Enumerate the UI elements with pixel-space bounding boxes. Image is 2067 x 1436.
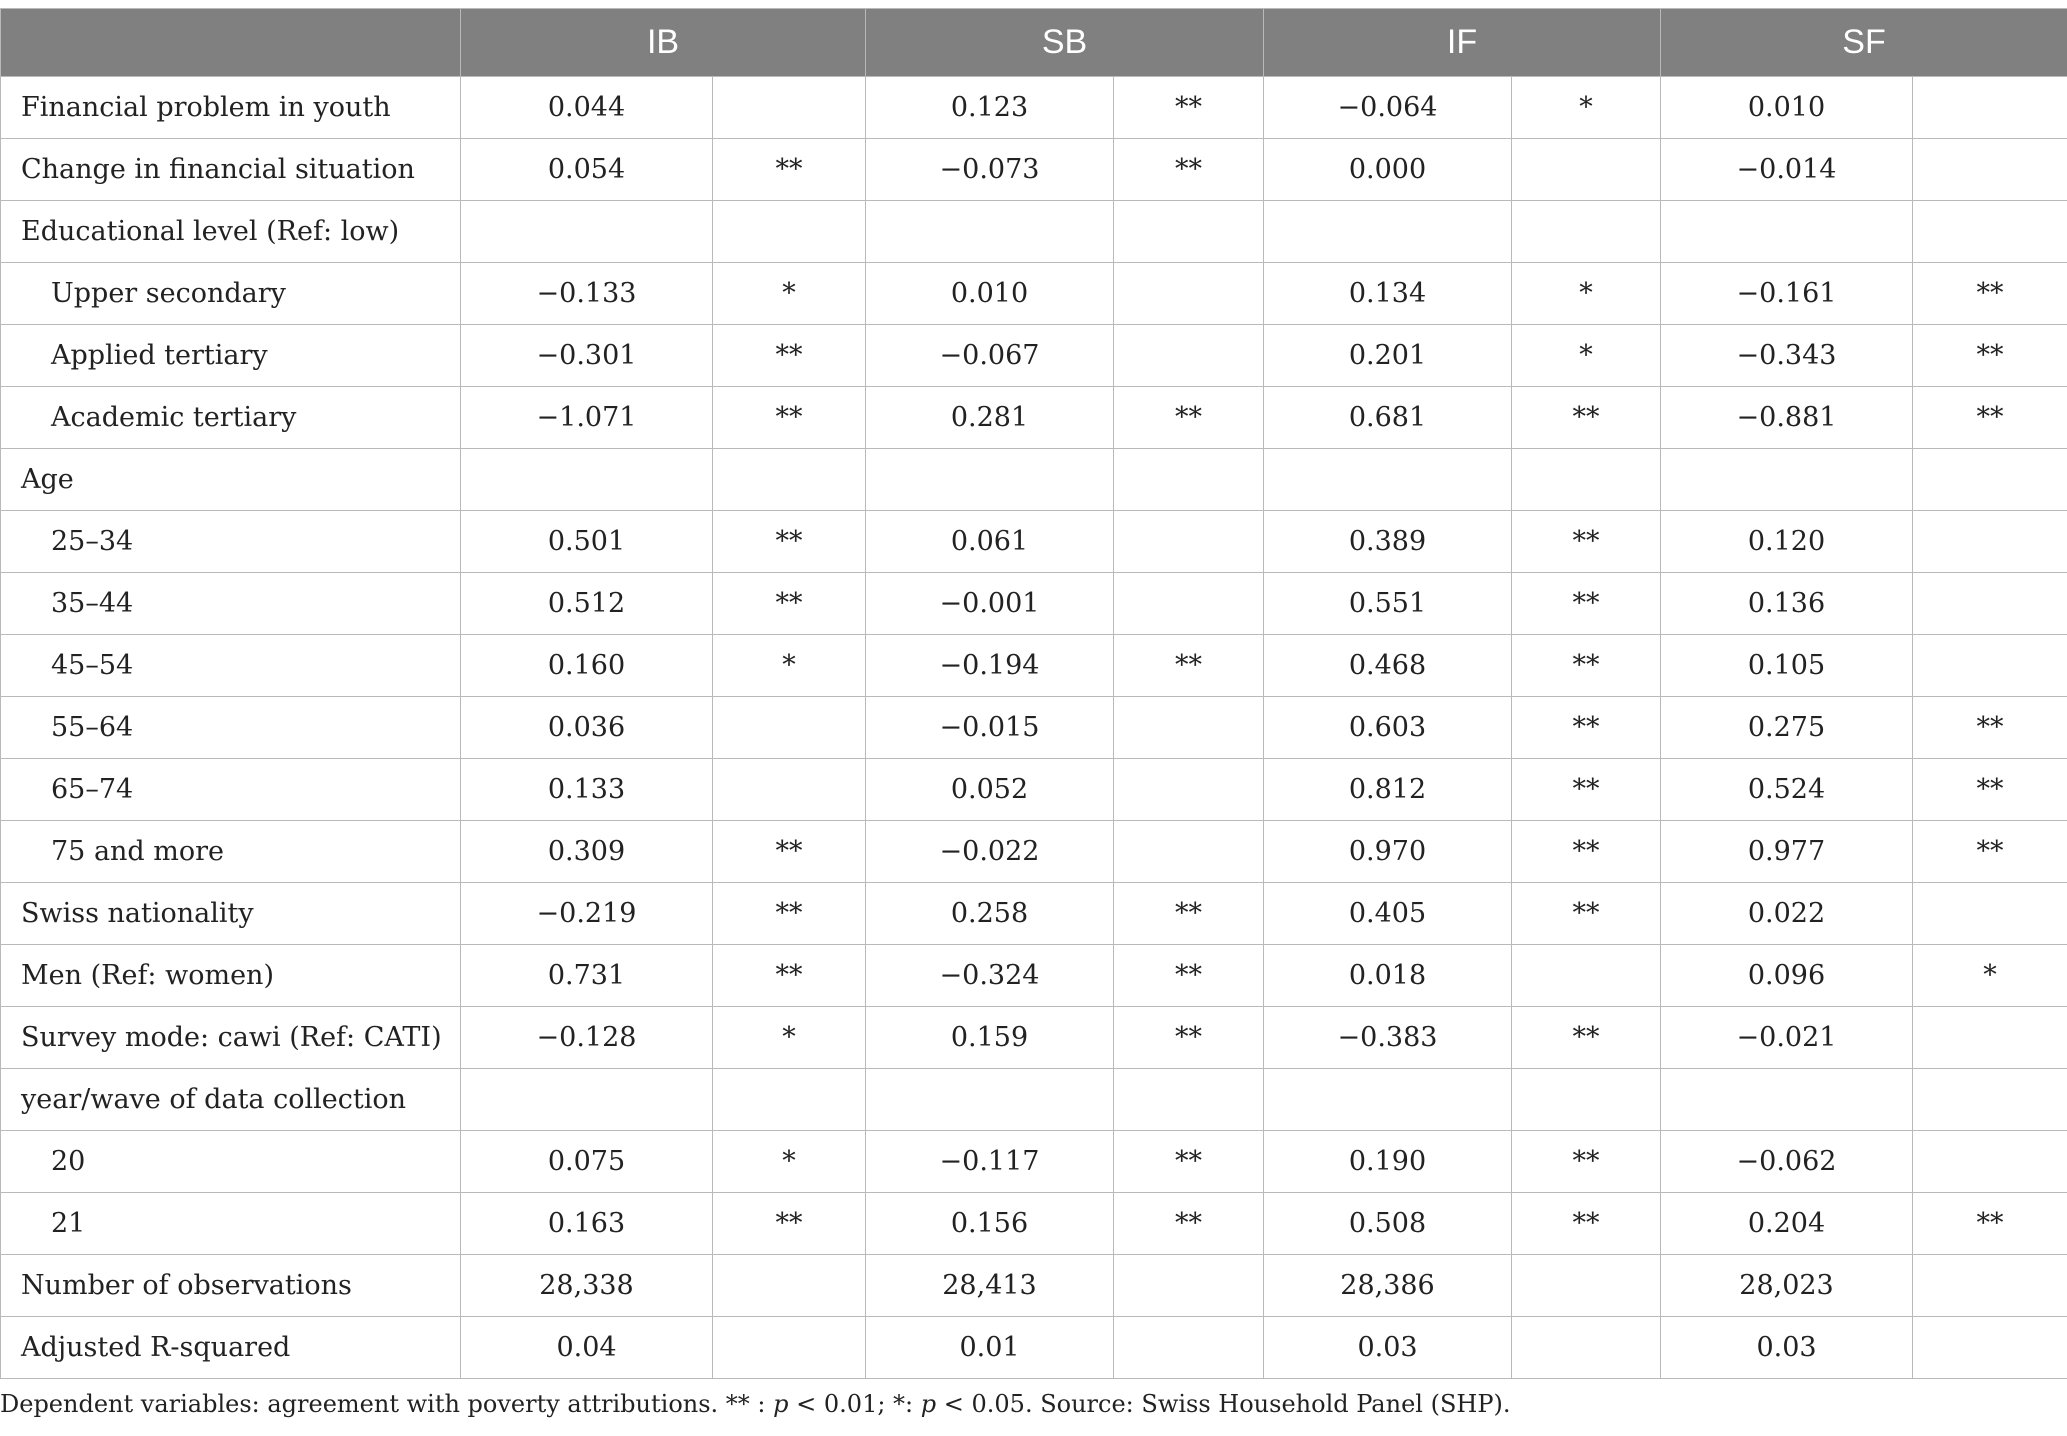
sb-sig-cell: ** — [1114, 1131, 1264, 1193]
if-value-cell: 0.551 — [1264, 573, 1512, 635]
if-sig-cell: ** — [1512, 1131, 1661, 1193]
sb-sig-cell — [1114, 449, 1264, 511]
if-value-cell — [1264, 1069, 1512, 1131]
ib-value-cell: 0.044 — [461, 77, 713, 139]
row-label: 21 — [1, 1193, 461, 1255]
sb-sig-cell — [1114, 325, 1264, 387]
sb-value-cell: 0.01 — [866, 1317, 1114, 1379]
sb-value-cell: 0.159 — [866, 1007, 1114, 1069]
if-sig-cell: ** — [1512, 511, 1661, 573]
table-row — [1, 1131, 2067, 1193]
sb-sig-cell — [1114, 821, 1264, 883]
if-value-cell: 0.681 — [1264, 387, 1512, 449]
sf-sig-cell: * — [1913, 945, 2067, 1007]
if-sig-cell: * — [1512, 77, 1661, 139]
table-row — [1, 263, 2067, 325]
row-label: 55–64 — [1, 697, 461, 759]
if-sig-cell: ** — [1512, 573, 1661, 635]
row-label: year/wave of data collection — [1, 1069, 461, 1131]
ib-value-cell: 0.309 — [461, 821, 713, 883]
if-value-cell: 0.508 — [1264, 1193, 1512, 1255]
sb-sig-cell: ** — [1114, 387, 1264, 449]
ib-value-cell: 0.512 — [461, 573, 713, 635]
sb-sig-cell: ** — [1114, 1193, 1264, 1255]
sf-value-cell: 0.105 — [1661, 635, 1913, 697]
sf-value-cell: −0.161 — [1661, 263, 1913, 325]
row-label: 75 and more — [1, 821, 461, 883]
row-label: Change in financial situation — [1, 139, 461, 201]
if-sig-cell — [1512, 139, 1661, 201]
if-sig-cell: ** — [1512, 697, 1661, 759]
if-sig-cell — [1512, 1317, 1661, 1379]
row-label: Adjusted R-squared — [1, 1317, 461, 1379]
ib-sig-cell: ** — [713, 139, 866, 201]
if-value-cell: 0.603 — [1264, 697, 1512, 759]
sf-sig-cell: ** — [1913, 263, 2067, 325]
table-row — [1, 1193, 2067, 1255]
header-empty — [1, 9, 461, 77]
table-row — [1, 201, 2067, 263]
if-sig-cell — [1512, 945, 1661, 1007]
if-sig-cell — [1512, 449, 1661, 511]
ib-sig-cell: ** — [713, 573, 866, 635]
sb-sig-cell: ** — [1114, 945, 1264, 1007]
if-value-cell: 0.468 — [1264, 635, 1512, 697]
sb-value-cell: −0.022 — [866, 821, 1114, 883]
sf-value-cell: −0.343 — [1661, 325, 1913, 387]
ib-sig-cell — [713, 697, 866, 759]
sf-value-cell: 0.120 — [1661, 511, 1913, 573]
sb-value-cell: −0.073 — [866, 139, 1114, 201]
row-label: Upper secondary — [1, 263, 461, 325]
sf-value-cell: 28,023 — [1661, 1255, 1913, 1317]
if-value-cell: 0.190 — [1264, 1131, 1512, 1193]
if-value-cell: 0.03 — [1264, 1317, 1512, 1379]
sf-sig-cell — [1913, 1255, 2067, 1317]
sb-sig-cell — [1114, 263, 1264, 325]
footnote-text-3: < 0.05. Source: Swiss Household Panel (SHP). — [936, 1390, 1511, 1418]
if-sig-cell: ** — [1512, 635, 1661, 697]
sb-value-cell: 0.123 — [866, 77, 1114, 139]
row-label: 20 — [1, 1131, 461, 1193]
footnote-text-2: < 0.01; *: — [788, 1390, 921, 1418]
sb-value-cell: −0.194 — [866, 635, 1114, 697]
sf-sig-cell — [1913, 511, 2067, 573]
if-value-cell: 0.201 — [1264, 325, 1512, 387]
table-row — [1, 697, 2067, 759]
table-row — [1, 325, 2067, 387]
sf-sig-cell — [1913, 1007, 2067, 1069]
sf-value-cell: 0.010 — [1661, 77, 1913, 139]
sf-value-cell: 0.524 — [1661, 759, 1913, 821]
sf-value-cell — [1661, 449, 1913, 511]
table-row — [1, 511, 2067, 573]
sf-sig-cell — [1913, 883, 2067, 945]
header-sf: SF — [1661, 9, 2067, 77]
ib-sig-cell — [713, 759, 866, 821]
if-sig-cell: * — [1512, 325, 1661, 387]
sb-value-cell: 0.061 — [866, 511, 1114, 573]
ib-sig-cell: ** — [713, 325, 866, 387]
table-row — [1, 759, 2067, 821]
sf-sig-cell — [1913, 201, 2067, 263]
if-sig-cell: ** — [1512, 1007, 1661, 1069]
sf-sig-cell — [1913, 1069, 2067, 1131]
table-row — [1, 387, 2067, 449]
sb-value-cell — [866, 1069, 1114, 1131]
sb-sig-cell: ** — [1114, 1007, 1264, 1069]
sb-sig-cell: ** — [1114, 139, 1264, 201]
if-value-cell: 0.000 — [1264, 139, 1512, 201]
regression-table — [0, 8, 2067, 1379]
ib-sig-cell — [713, 1255, 866, 1317]
ib-sig-cell — [713, 77, 866, 139]
if-sig-cell — [1512, 1255, 1661, 1317]
if-value-cell: 0.389 — [1264, 511, 1512, 573]
sf-sig-cell — [1913, 635, 2067, 697]
ib-value-cell: 0.075 — [461, 1131, 713, 1193]
if-value-cell: 0.405 — [1264, 883, 1512, 945]
sf-value-cell: 0.022 — [1661, 883, 1913, 945]
sf-sig-cell — [1913, 449, 2067, 511]
ib-value-cell: 0.501 — [461, 511, 713, 573]
sb-sig-cell — [1114, 759, 1264, 821]
sb-value-cell: 0.156 — [866, 1193, 1114, 1255]
sb-value-cell — [866, 201, 1114, 263]
table-footnote — [0, 1390, 1510, 1418]
table-header-row — [1, 9, 2067, 77]
if-sig-cell: ** — [1512, 1193, 1661, 1255]
sf-sig-cell — [1913, 1131, 2067, 1193]
sf-value-cell: −0.021 — [1661, 1007, 1913, 1069]
header-ib: IB — [461, 9, 866, 77]
if-sig-cell: ** — [1512, 883, 1661, 945]
sf-sig-cell: ** — [1913, 325, 2067, 387]
ib-value-cell — [461, 449, 713, 511]
sb-value-cell — [866, 449, 1114, 511]
sb-value-cell: 0.010 — [866, 263, 1114, 325]
ib-sig-cell — [713, 1317, 866, 1379]
row-label: 35–44 — [1, 573, 461, 635]
if-sig-cell — [1512, 201, 1661, 263]
row-label: 25–34 — [1, 511, 461, 573]
sb-sig-cell — [1114, 697, 1264, 759]
ib-sig-cell — [713, 449, 866, 511]
table-row — [1, 945, 2067, 1007]
row-label: Survey mode: cawi (Ref: CATI) — [1, 1007, 461, 1069]
sf-sig-cell — [1913, 77, 2067, 139]
ib-sig-cell: * — [713, 263, 866, 325]
sb-sig-cell: ** — [1114, 77, 1264, 139]
ib-sig-cell: ** — [713, 945, 866, 1007]
header-if: IF — [1264, 9, 1661, 77]
ib-value-cell: 0.163 — [461, 1193, 713, 1255]
ib-sig-cell: * — [713, 635, 866, 697]
row-label: Men (Ref: women) — [1, 945, 461, 1007]
row-label: 65–74 — [1, 759, 461, 821]
sf-sig-cell — [1913, 139, 2067, 201]
table-row — [1, 1317, 2067, 1379]
sb-value-cell: 0.258 — [866, 883, 1114, 945]
header-sb: SB — [866, 9, 1264, 77]
sf-value-cell: 0.096 — [1661, 945, 1913, 1007]
table-row — [1, 1255, 2067, 1317]
if-value-cell: 0.018 — [1264, 945, 1512, 1007]
row-label: Financial problem in youth — [1, 77, 461, 139]
ib-sig-cell: * — [713, 1131, 866, 1193]
if-value-cell: 0.812 — [1264, 759, 1512, 821]
row-label: Educational level (Ref: low) — [1, 201, 461, 263]
sb-sig-cell — [1114, 1255, 1264, 1317]
sf-sig-cell: ** — [1913, 821, 2067, 883]
sb-value-cell: −0.067 — [866, 325, 1114, 387]
table-row — [1, 1007, 2067, 1069]
sb-value-cell: −0.001 — [866, 573, 1114, 635]
if-sig-cell: ** — [1512, 387, 1661, 449]
ib-value-cell: 28,338 — [461, 1255, 713, 1317]
row-label: Applied tertiary — [1, 325, 461, 387]
sf-value-cell: 0.977 — [1661, 821, 1913, 883]
sb-value-cell: 0.052 — [866, 759, 1114, 821]
sb-sig-cell — [1114, 573, 1264, 635]
table-row — [1, 635, 2067, 697]
if-value-cell: 0.134 — [1264, 263, 1512, 325]
table-row — [1, 77, 2067, 139]
ib-value-cell: 0.054 — [461, 139, 713, 201]
if-value-cell — [1264, 201, 1512, 263]
sf-sig-cell: ** — [1913, 1193, 2067, 1255]
if-value-cell — [1264, 449, 1512, 511]
sf-value-cell: 0.03 — [1661, 1317, 1913, 1379]
sf-value-cell: 0.204 — [1661, 1193, 1913, 1255]
row-label: Age — [1, 449, 461, 511]
ib-sig-cell — [713, 201, 866, 263]
sb-value-cell: −0.117 — [866, 1131, 1114, 1193]
sb-sig-cell — [1114, 201, 1264, 263]
table-row — [1, 1069, 2067, 1131]
sf-sig-cell: ** — [1913, 759, 2067, 821]
sb-sig-cell — [1114, 511, 1264, 573]
if-value-cell: −0.064 — [1264, 77, 1512, 139]
sf-sig-cell — [1913, 573, 2067, 635]
table-body — [1, 77, 2067, 1379]
row-label: Academic tertiary — [1, 387, 461, 449]
ib-sig-cell: ** — [713, 511, 866, 573]
sb-value-cell: −0.324 — [866, 945, 1114, 1007]
ib-value-cell: −0.128 — [461, 1007, 713, 1069]
row-label: Swiss nationality — [1, 883, 461, 945]
ib-value-cell: −0.133 — [461, 263, 713, 325]
sb-value-cell: 0.281 — [866, 387, 1114, 449]
ib-value-cell: 0.160 — [461, 635, 713, 697]
table-row — [1, 573, 2067, 635]
if-sig-cell: ** — [1512, 821, 1661, 883]
row-label: 45–54 — [1, 635, 461, 697]
footnote-p-symbol-2: p — [920, 1390, 937, 1418]
sb-sig-cell — [1114, 1069, 1264, 1131]
table-row — [1, 449, 2067, 511]
footnote-p-symbol-1: p — [773, 1390, 789, 1418]
sf-value-cell: 0.275 — [1661, 697, 1913, 759]
table-row — [1, 821, 2067, 883]
sf-value-cell: −0.014 — [1661, 139, 1913, 201]
ib-value-cell: 0.133 — [461, 759, 713, 821]
ib-value-cell — [461, 1069, 713, 1131]
sf-sig-cell — [1913, 1317, 2067, 1379]
ib-value-cell: 0.04 — [461, 1317, 713, 1379]
ib-sig-cell: ** — [713, 387, 866, 449]
ib-sig-cell: ** — [713, 1193, 866, 1255]
footnote-text-1: Dependent variables: agreement with poverty attributions. ** : — [0, 1390, 774, 1418]
regression-table-container — [0, 8, 2067, 1379]
if-sig-cell: * — [1512, 263, 1661, 325]
sf-value-cell: 0.136 — [1661, 573, 1913, 635]
table-row — [1, 139, 2067, 201]
if-value-cell: 28,386 — [1264, 1255, 1512, 1317]
ib-sig-cell: ** — [713, 883, 866, 945]
sb-sig-cell — [1114, 1317, 1264, 1379]
if-sig-cell: ** — [1512, 759, 1661, 821]
sb-sig-cell: ** — [1114, 635, 1264, 697]
ib-sig-cell: ** — [713, 821, 866, 883]
ib-value-cell: 0.731 — [461, 945, 713, 1007]
sb-sig-cell: ** — [1114, 883, 1264, 945]
if-sig-cell — [1512, 1069, 1661, 1131]
if-value-cell: −0.383 — [1264, 1007, 1512, 1069]
sf-value-cell: −0.881 — [1661, 387, 1913, 449]
sf-value-cell: −0.062 — [1661, 1131, 1913, 1193]
ib-value-cell — [461, 201, 713, 263]
sf-sig-cell: ** — [1913, 387, 2067, 449]
if-value-cell: 0.970 — [1264, 821, 1512, 883]
sb-value-cell: 28,413 — [866, 1255, 1114, 1317]
ib-sig-cell: * — [713, 1007, 866, 1069]
ib-value-cell: 0.036 — [461, 697, 713, 759]
ib-value-cell: −0.219 — [461, 883, 713, 945]
sf-sig-cell: ** — [1913, 697, 2067, 759]
row-label: Number of observations — [1, 1255, 461, 1317]
table-row — [1, 883, 2067, 945]
ib-value-cell: −1.071 — [461, 387, 713, 449]
ib-sig-cell — [713, 1069, 866, 1131]
sb-value-cell: −0.015 — [866, 697, 1114, 759]
ib-value-cell: −0.301 — [461, 325, 713, 387]
sf-value-cell — [1661, 201, 1913, 263]
sf-value-cell — [1661, 1069, 1913, 1131]
